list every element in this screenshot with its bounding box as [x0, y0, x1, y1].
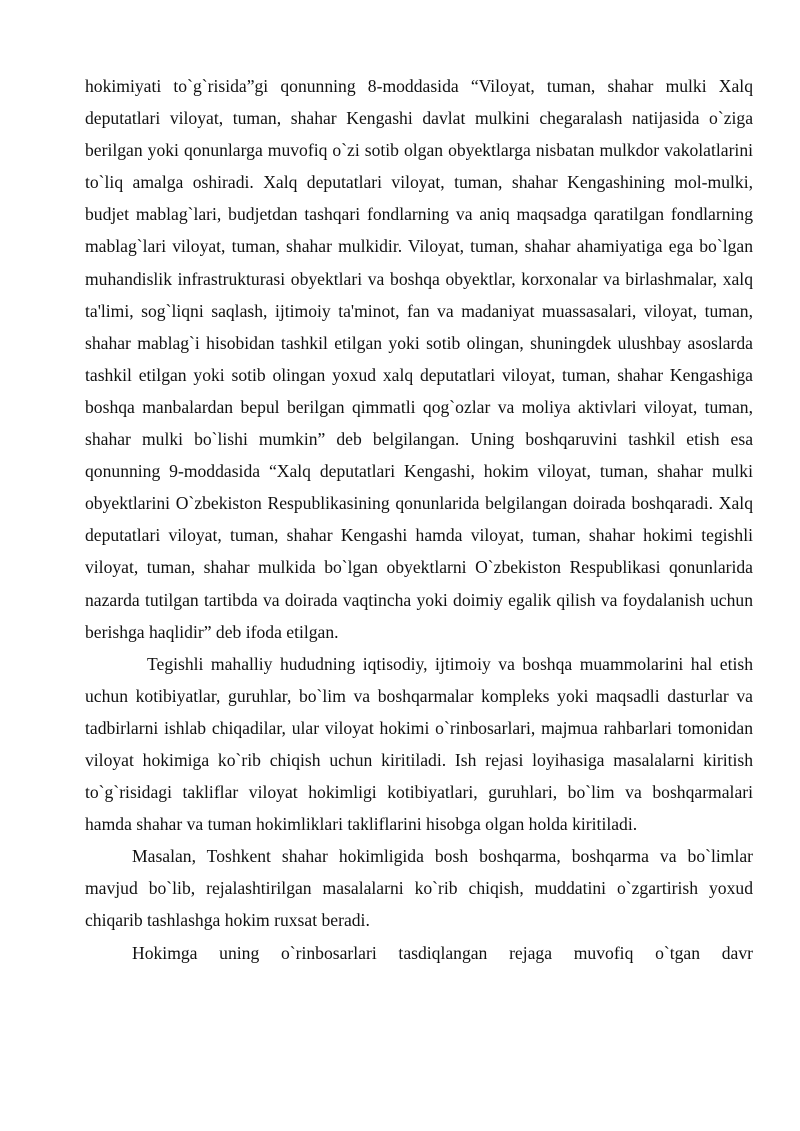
- paragraph-law-articles: hokimiyati to`g`risida”gi qonunning 8-moddasida “Viloyat, tuman, shahar mulki Xalq deputatlari viloyat, tuman, shahar Kengashi davlat mulkini chegaralash natijasida o`ziga berilgan yoki qonunlarga muvofiq o`zi sotib olgan obyektlarga nisbatan mulkdor vakolatlarini to`liq amalga oshiradi. Xalq deputatlari viloyat, tuman, shahar Kengashining mol-mulki, budjet mablag`lari, budjetdan tashqari fondlarning va aniq maqsadga qaratilgan fondlarning mablag`lari viloyat, tuman, shahar mulkidir. Viloyat, tuman, shahar ahamiyatiga ega bo`lgan muhandislik infrastrukturasi obyektlari va boshqa obyektlar, korxonalar va birlashmalar, xalq ta'limi, sog`liqni saqlash, ijtimoiy ta'minot, fan va madaniyat muassasalari, viloyat, tuman, shahar mablag`i hisobidan tashkil etilgan yoki sotib olingan, shuningdek ulushbay asoslarda tashkil etilgan yoki sotib olingan yoxud xalq deputatlari viloyat, tuman, shahar Kengashiga boshqa manbalardan bepul berilgan qimmatli qog`ozlar va moliya aktivlari viloyat, tuman, shahar mulki bo`lishi mumkin” deb belgilangan. Uning boshqaruvini tashkil etish esa qonunning 9-moddasida “Xalq deputatlari Kengashi, hokim viloyat, tuman, shahar mulki obyektlarini O`zbekiston Respublikasining qonunlarida belgilangan doirada boshqaradi. Xalq deputatlari viloyat, tuman, shahar Kengashi hamda viloyat, tuman, shahar hokimi tegishli viloyat, tuman, shahar mulkida bo`lgan obyektlarni O`zbekiston Respublikasi qonunlarida nazarda tutilgan tartibda va doirada vaqtincha yoki doimiy egalik qilish va foydalanish uchun berishga haqlidir” deb ifoda etilgan.: [85, 76, 753, 642]
- paragraph-planning-programs: Tegishli mahalliy hududning iqtisodiy, ijtimoiy va boshqa muammolarini hal etish uchun kotibiyatlar, guruhlar, bo`lim va boshqarmalar kompleks yoki maqsadli dasturlar va tadbirlarni ishlab chiqadilar, ular viloyat hokimi o`rinbosarlari, majmua rahbarlari tomonidan viloyat hokimiga ko`rib chiqish uchun kiritiladi. Ish rejasi loyihasiga masalalarni kiritish to`g`risidagi takliflar viloyat hokimligi kotibiyatlari, guruhlari, bo`lim va boshqarmalari hamda shahar va tuman hokimliklari takliflarini hisobga olgan holda kiritiladi.: [85, 653, 753, 835]
- paragraph-hokim-deputies: Hokimga uning o`rinbosarlari tasdiqlangan rejaga muvofiq o`tgan davr: [132, 942, 753, 963]
- paragraph-tashkent-example: Masalan, Toshkent shahar hokimligida bosh boshqarma, boshqarma va bo`limlar mavjud bo`lib, rejalashtirilgan masalalarni ko`rib chiqish, muddatini o`zgartirish yoxud chiqarib tashlashga hokim ruxsat beradi.: [85, 846, 753, 931]
- document-page: [85, 70, 753, 969]
